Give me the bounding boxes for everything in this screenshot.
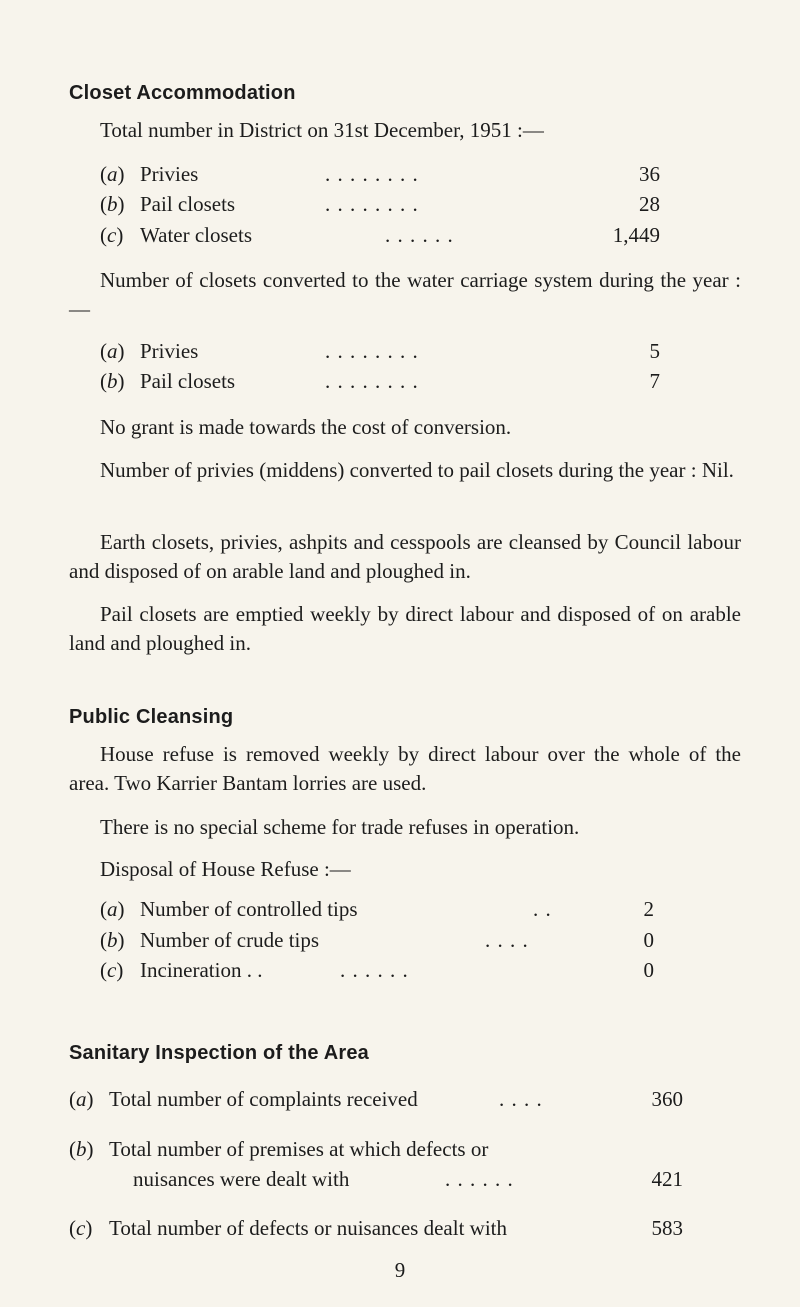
total-number-intro: Total number in District on 31st December, 1951 :— — [100, 118, 544, 142]
list-item-crude-tips — [100, 928, 654, 958]
dot-leader: . . . . . . . . — [325, 162, 419, 186]
list-item-water-closets-total — [100, 223, 660, 253]
item-value: 28 — [639, 192, 660, 216]
list-item-controlled-tips — [100, 897, 654, 927]
list-item-pail-closets-converted — [100, 369, 660, 399]
grant-paragraph: No grant is made towards the cost of conversion. — [100, 415, 512, 439]
dot-leader: . . . . . . . . — [325, 339, 419, 363]
house-refuse-paragraph: House refuse is removed weekly by direct labour over the whole of the area. Two Karrier Bantam lorries are used. — [69, 742, 741, 795]
pail-closets-paragraph: Pail closets are emptied weekly by direct labour and disposed of on arable land and ploughed in. — [69, 602, 741, 655]
item-label: Pail closets — [140, 369, 236, 393]
list-item-premises-continued — [69, 1167, 683, 1197]
earth-closets-paragraph: Earth closets, privies, ashpits and cesspools are cleansed by Council labour and disposed of on arable land and ploughed in. — [69, 530, 741, 583]
dot-leader: . . . . . . — [385, 223, 454, 247]
item-value: 5 — [649, 339, 660, 363]
list-item-incineration — [100, 958, 654, 988]
list-item-complaints — [69, 1087, 683, 1117]
item-mark: (a) — [100, 897, 125, 921]
dot-leader: . . . . — [485, 928, 529, 952]
item-mark: (c) — [100, 958, 124, 982]
dot-leader: . . . . — [499, 1087, 543, 1111]
item-value: 2 — [643, 897, 654, 921]
item-label: Total number of complaints received — [109, 1087, 418, 1111]
item-value: 360 — [651, 1087, 683, 1111]
dot-leader: . . . . . . — [340, 958, 409, 982]
item-value: 583 — [651, 1216, 683, 1240]
page-number: 9 — [394, 1258, 406, 1282]
item-value: 0 — [643, 928, 654, 952]
item-value: 36 — [639, 162, 660, 186]
public-cleansing-heading: Public Cleansing — [69, 706, 234, 728]
dot-leader: . . — [533, 897, 552, 921]
item-mark: (b) — [69, 1137, 94, 1161]
item-mark: (c) — [69, 1216, 93, 1240]
list-item-pail-closets-total — [100, 192, 660, 222]
item-value: 7 — [649, 369, 660, 393]
trade-refuse-paragraph: There is no special scheme for trade refuses in operation. — [100, 815, 580, 839]
list-item-defects — [69, 1216, 683, 1246]
sanitary-inspection-heading: Sanitary Inspection of the Area — [69, 1042, 369, 1064]
item-label: Pail closets — [140, 192, 236, 216]
dot-leader: . . . . . . . . — [325, 369, 419, 393]
item-mark: (a) — [69, 1087, 94, 1111]
item-mark: (b) — [100, 928, 125, 952]
item-label-continued: nuisances were dealt with — [133, 1167, 350, 1191]
closet-accommodation-heading: Closet Accommodation — [69, 82, 296, 104]
item-value: 1,449 — [612, 223, 660, 247]
list-item-privies-total — [100, 162, 660, 192]
item-mark: (b) — [100, 369, 125, 393]
item-label: Privies — [140, 339, 199, 363]
dot-leader: . . . . . . . . — [325, 192, 419, 216]
item-mark: (a) — [100, 162, 125, 186]
item-value: 0 — [643, 958, 654, 982]
list-item-privies-converted — [100, 339, 660, 369]
item-label: Incineration . . — [140, 958, 263, 982]
item-label: Number of crude tips — [140, 928, 320, 952]
item-mark: (b) — [100, 192, 125, 216]
list-item-premises — [69, 1137, 683, 1167]
item-label: Total number of premises at which defects or — [109, 1137, 489, 1161]
item-label: Total number of defects or nuisances dealt with — [109, 1216, 507, 1240]
item-value: 421 — [651, 1167, 683, 1191]
item-label: Water closets — [140, 223, 253, 247]
middens-paragraph: Number of privies (middens) converted to pail closets during the year : Nil. — [100, 458, 734, 482]
item-mark: (a) — [100, 339, 125, 363]
converted-intro-paragraph: Number of closets converted to the water carriage system during the year :— — [69, 268, 741, 321]
item-mark: (c) — [100, 223, 124, 247]
dot-leader: . . . . . . — [445, 1167, 514, 1191]
item-label: Number of controlled tips — [140, 897, 358, 921]
item-label: Privies — [140, 162, 199, 186]
disposal-intro: Disposal of House Refuse :— — [100, 857, 351, 881]
